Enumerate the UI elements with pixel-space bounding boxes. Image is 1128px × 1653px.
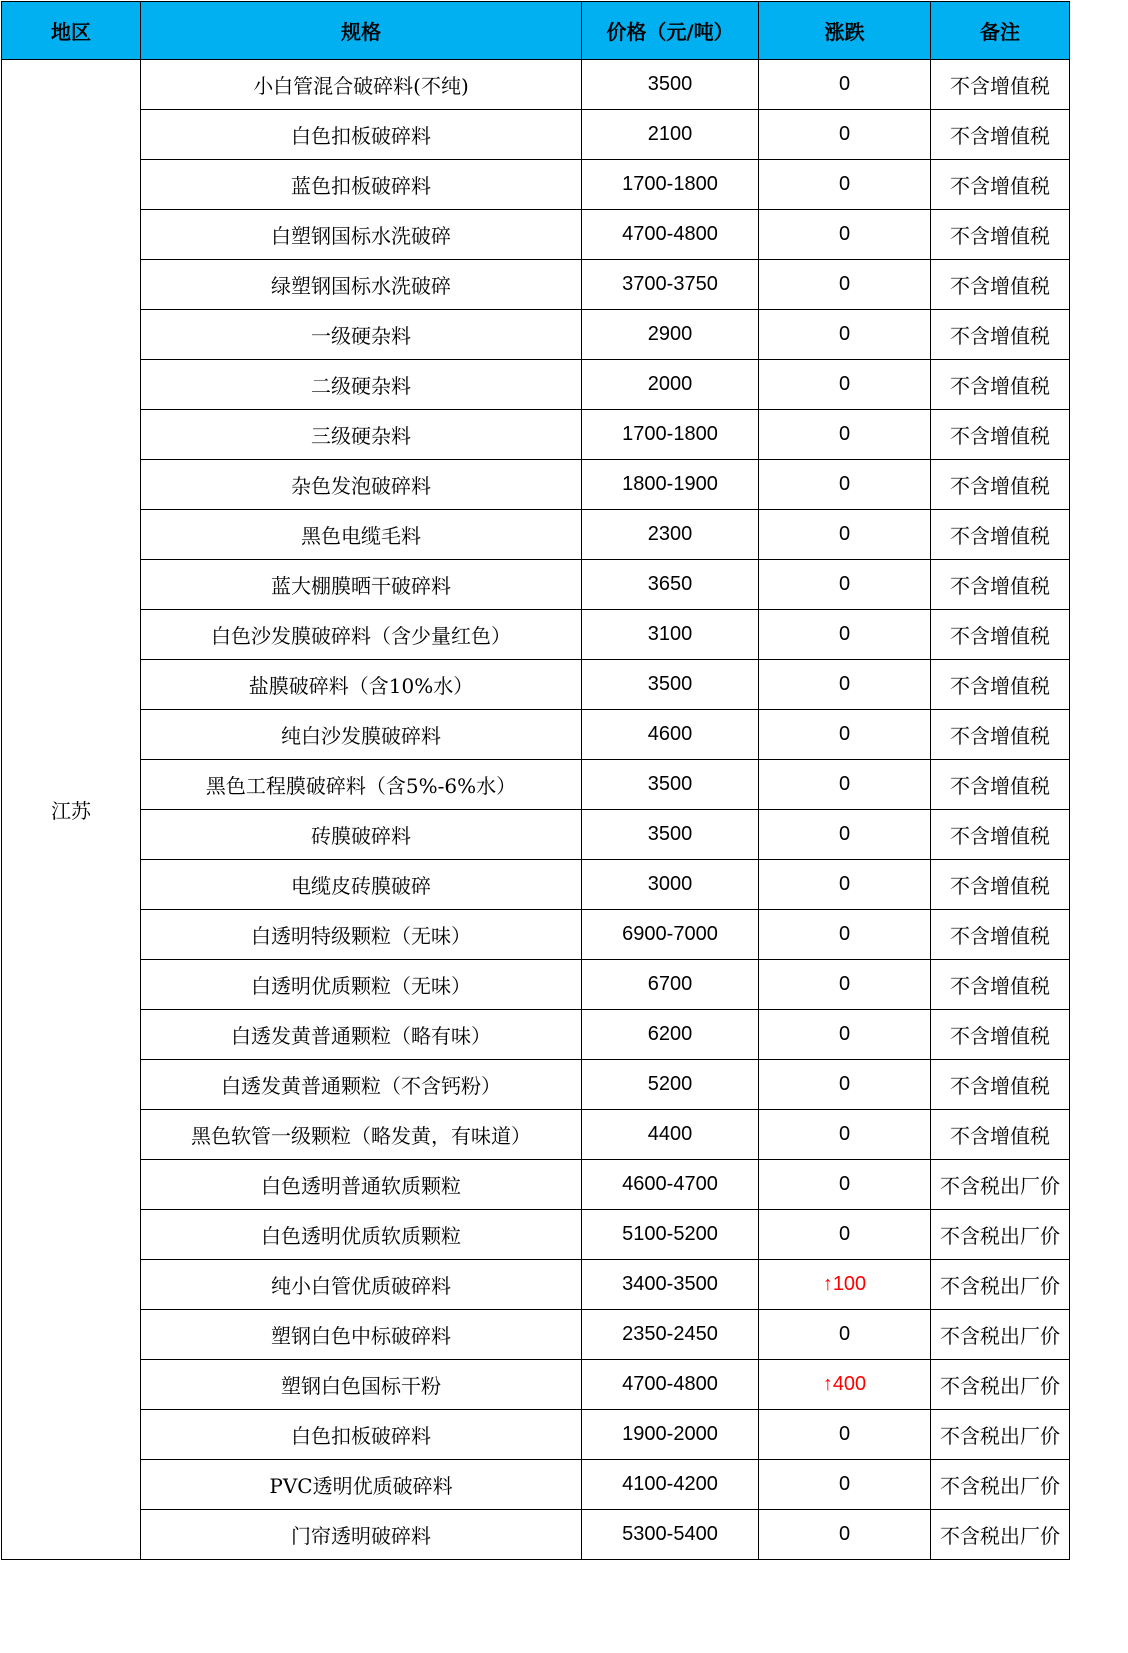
note-cell: 不含增值税 (931, 1010, 1070, 1060)
change-cell: 0 (759, 1460, 931, 1510)
price-cell: 3650 (582, 560, 759, 610)
table-row (2, 760, 1070, 810)
change-cell: 0 (759, 960, 931, 1010)
table-row (2, 610, 1070, 660)
spec-cell: 白透发黄普通颗粒（略有味） (141, 1010, 582, 1060)
price-cell: 4600 (582, 710, 759, 760)
table-row (2, 810, 1070, 860)
change-cell: 0 (759, 1160, 931, 1210)
change-cell: 0 (759, 360, 931, 410)
note-cell: 不含增值税 (931, 1060, 1070, 1110)
price-cell: 3500 (582, 760, 759, 810)
change-cell: 0 (759, 1410, 931, 1460)
spec-cell: 白塑钢国标水洗破碎 (141, 210, 582, 260)
spec-cell: 纯白沙发膜破碎料 (141, 710, 582, 760)
change-cell: 0 (759, 760, 931, 810)
table-row (2, 360, 1070, 410)
price-cell: 4700-4800 (582, 210, 759, 260)
header-note: 备注 (931, 2, 1070, 60)
spec-cell: 杂色发泡破碎料 (141, 460, 582, 510)
spec-cell: 黑色工程膜破碎料（含5%-6%水） (141, 760, 582, 810)
note-cell: 不含增值税 (931, 410, 1070, 460)
header-region: 地区 (2, 2, 141, 60)
header-price: 价格（元/吨） (582, 2, 759, 60)
spec-cell: 白透发黄普通颗粒（不含钙粉） (141, 1060, 582, 1110)
table-row (2, 1460, 1070, 1510)
spec-cell: 白色透明优质软质颗粒 (141, 1210, 582, 1260)
table-row (2, 1310, 1070, 1360)
table-row (2, 310, 1070, 360)
note-cell: 不含税出厂价 (931, 1160, 1070, 1210)
price-cell: 4400 (582, 1110, 759, 1160)
change-cell: 0 (759, 1010, 931, 1060)
note-cell: 不含增值税 (931, 160, 1070, 210)
price-cell: 2300 (582, 510, 759, 560)
spec-cell: 二级硬杂料 (141, 360, 582, 410)
table-row (2, 910, 1070, 960)
table-row (2, 60, 1070, 110)
change-cell: 0 (759, 1210, 931, 1260)
price-cell: 5100-5200 (582, 1210, 759, 1260)
header-row (2, 2, 1070, 60)
table-row (2, 560, 1070, 610)
price-cell: 1700-1800 (582, 160, 759, 210)
note-cell: 不含增值税 (931, 60, 1070, 110)
change-cell: 0 (759, 160, 931, 210)
change-cell: ↑400 (759, 1360, 931, 1410)
price-cell: 4600-4700 (582, 1160, 759, 1210)
spec-cell: 绿塑钢国标水洗破碎 (141, 260, 582, 310)
spec-cell: 黑色电缆毛料 (141, 510, 582, 560)
table-row (2, 960, 1070, 1010)
change-cell: 0 (759, 60, 931, 110)
price-cell: 2000 (582, 360, 759, 410)
change-cell: 0 (759, 810, 931, 860)
spec-cell: 砖膜破碎料 (141, 810, 582, 860)
table-row (2, 1160, 1070, 1210)
price-cell: 6700 (582, 960, 759, 1010)
note-cell: 不含税出厂价 (931, 1510, 1070, 1560)
note-cell: 不含增值税 (931, 260, 1070, 310)
spec-cell: 纯小白管优质破碎料 (141, 1260, 582, 1310)
note-cell: 不含增值税 (931, 860, 1070, 910)
table-row (2, 1110, 1070, 1160)
spec-cell: 黑色软管一级颗粒（略发黄，有味道） (141, 1110, 582, 1160)
table-row (2, 660, 1070, 710)
table-row (2, 1010, 1070, 1060)
price-cell: 3100 (582, 610, 759, 660)
note-cell: 不含增值税 (931, 460, 1070, 510)
table-row (2, 510, 1070, 560)
change-cell: 0 (759, 610, 931, 660)
price-cell: 3000 (582, 860, 759, 910)
change-cell: 0 (759, 210, 931, 260)
table-row (2, 1410, 1070, 1460)
spec-cell: 白透明优质颗粒（无味） (141, 960, 582, 1010)
price-cell: 2350-2450 (582, 1310, 759, 1360)
change-cell: 0 (759, 260, 931, 310)
spec-cell: 一级硬杂料 (141, 310, 582, 360)
note-cell: 不含税出厂价 (931, 1210, 1070, 1260)
change-cell: 0 (759, 1060, 931, 1110)
spec-cell: 白色扣板破碎料 (141, 1410, 582, 1460)
table-row (2, 160, 1070, 210)
note-cell: 不含增值税 (931, 660, 1070, 710)
price-cell: 3500 (582, 60, 759, 110)
header-change: 涨跌 (759, 2, 931, 60)
spec-cell: 小白管混合破碎料(不纯) (141, 60, 582, 110)
spec-cell: 白色透明普通软质颗粒 (141, 1160, 582, 1210)
table-row (2, 210, 1070, 260)
spec-cell: 白色沙发膜破碎料（含少量红色） (141, 610, 582, 660)
change-cell: 0 (759, 1110, 931, 1160)
spec-cell: 蓝大棚膜晒干破碎料 (141, 560, 582, 610)
note-cell: 不含增值税 (931, 510, 1070, 560)
note-cell: 不含增值税 (931, 560, 1070, 610)
table-row (2, 1210, 1070, 1260)
spec-cell: 白透明特级颗粒（无味） (141, 910, 582, 960)
price-cell: 2900 (582, 310, 759, 360)
change-cell: 0 (759, 910, 931, 960)
spec-cell: 盐膜破碎料（含10%水） (141, 660, 582, 710)
price-cell: 6900-7000 (582, 910, 759, 960)
price-cell: 6200 (582, 1010, 759, 1060)
note-cell: 不含税出厂价 (931, 1410, 1070, 1460)
table-row (2, 1360, 1070, 1410)
table-row (2, 860, 1070, 910)
note-cell: 不含增值税 (931, 610, 1070, 660)
price-cell: 3500 (582, 810, 759, 860)
change-cell: 0 (759, 460, 931, 510)
table-row (2, 1060, 1070, 1110)
note-cell: 不含增值税 (931, 1110, 1070, 1160)
spec-cell: 电缆皮砖膜破碎 (141, 860, 582, 910)
change-cell: 0 (759, 1310, 931, 1360)
table-row (2, 260, 1070, 310)
change-cell: ↑100 (759, 1260, 931, 1310)
change-cell: 0 (759, 860, 931, 910)
spec-cell: 白色扣板破碎料 (141, 110, 582, 160)
price-cell: 1700-1800 (582, 410, 759, 460)
change-cell: 0 (759, 1510, 931, 1560)
change-cell: 0 (759, 310, 931, 360)
price-cell: 1900-2000 (582, 1410, 759, 1460)
header-spec: 规格 (141, 2, 582, 60)
table-row (2, 110, 1070, 160)
price-cell: 5200 (582, 1060, 759, 1110)
note-cell: 不含税出厂价 (931, 1310, 1070, 1360)
note-cell: 不含税出厂价 (931, 1460, 1070, 1510)
change-cell: 0 (759, 110, 931, 160)
price-cell: 3400-3500 (582, 1260, 759, 1310)
spec-cell: PVC透明优质破碎料 (141, 1460, 582, 1510)
note-cell: 不含税出厂价 (931, 1360, 1070, 1410)
price-cell: 3500 (582, 660, 759, 710)
price-cell: 2100 (582, 110, 759, 160)
note-cell: 不含增值税 (931, 910, 1070, 960)
table-row (2, 710, 1070, 760)
change-cell: 0 (759, 660, 931, 710)
spec-cell: 蓝色扣板破碎料 (141, 160, 582, 210)
table-row (2, 1510, 1070, 1560)
change-cell: 0 (759, 410, 931, 460)
table-row (2, 1260, 1070, 1310)
note-cell: 不含增值税 (931, 810, 1070, 860)
note-cell: 不含税出厂价 (931, 1260, 1070, 1310)
change-cell: 0 (759, 710, 931, 760)
price-table (1, 1, 1070, 1560)
price-cell: 4100-4200 (582, 1460, 759, 1510)
spec-cell: 门帘透明破碎料 (141, 1510, 582, 1560)
change-cell: 0 (759, 560, 931, 610)
price-cell: 5300-5400 (582, 1510, 759, 1560)
note-cell: 不含增值税 (931, 710, 1070, 760)
spec-cell: 塑钢白色国标干粉 (141, 1360, 582, 1410)
note-cell: 不含增值税 (931, 760, 1070, 810)
price-cell: 4700-4800 (582, 1360, 759, 1410)
table-body (2, 60, 1070, 1560)
spec-cell: 三级硬杂料 (141, 410, 582, 460)
region-cell: 江苏 (2, 60, 141, 1560)
note-cell: 不含增值税 (931, 110, 1070, 160)
note-cell: 不含增值税 (931, 360, 1070, 410)
note-cell: 不含增值税 (931, 210, 1070, 260)
spec-cell: 塑钢白色中标破碎料 (141, 1310, 582, 1360)
table-row (2, 410, 1070, 460)
note-cell: 不含增值税 (931, 310, 1070, 360)
price-cell: 1800-1900 (582, 460, 759, 510)
price-cell: 3700-3750 (582, 260, 759, 310)
change-cell: 0 (759, 510, 931, 560)
note-cell: 不含增值税 (931, 960, 1070, 1010)
table-row (2, 460, 1070, 510)
